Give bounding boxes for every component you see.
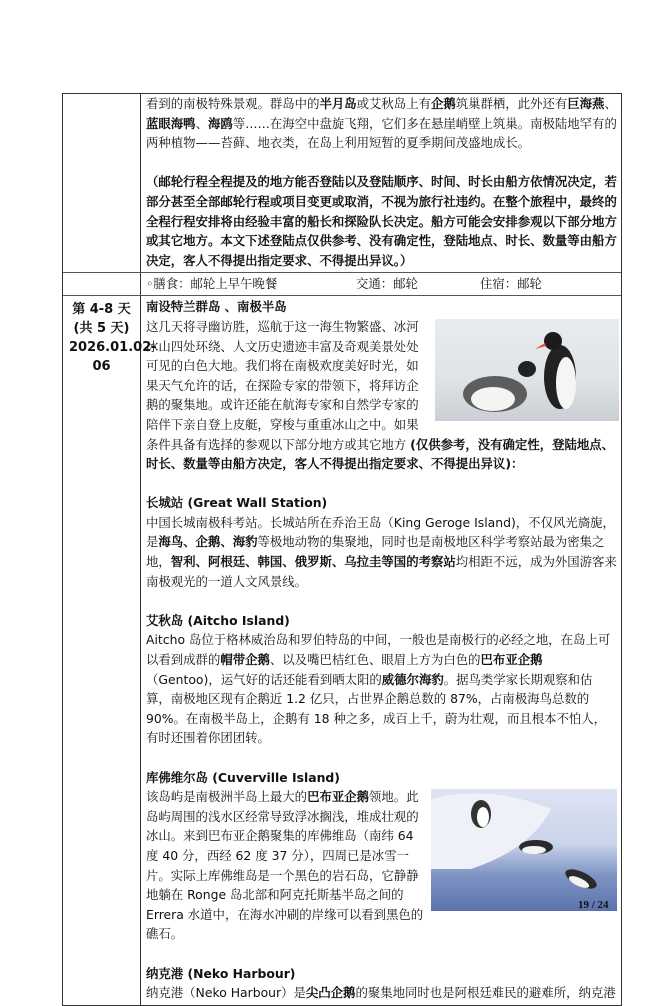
section-heading: 艾秋岛 (Aitcho Island) xyxy=(146,612,290,628)
text-segment: 该岛屿是南极洲半岛上最大的 xyxy=(146,789,308,805)
meals-info: ◦膳食：邮轮上早午晚餐 xyxy=(146,276,278,292)
text-segment: 纳克港（Neko Harbour）是 xyxy=(146,985,306,1001)
text-segment: Aitcho 岛位于格林威治岛和罗伯特岛的中间，一般也是南极行的必经之地，在岛上可以看到成群的 xyxy=(146,632,611,668)
text-segment: 或艾秋岛上有 xyxy=(356,96,431,111)
day-cell-empty xyxy=(63,273,141,295)
section-body xyxy=(146,513,617,591)
penguin-photo-2 xyxy=(431,789,617,911)
day-count: (共 5 天) xyxy=(73,321,130,337)
bold-text-segment: 帽带企鹅 xyxy=(220,652,270,668)
text-segment: 等……在海空中盘旋飞翔，它们多在悬崖峭壁上筑巢。南极陆地罕有的两种植物——苔藓、地衣类，在岛上利用短暂的夏季期间茂盛地成长。 xyxy=(146,115,617,151)
text-segment: 这几天将寻幽访胜，巡航于这一海生物繁盛、冰河冰山四处环绕、人文历史遗迹丰富及奇观美景处处可见的白色大地。我们将在南极欢度美好时光，如果天气允许的话，在探险专家的带领下，将拜访企鹅的聚集地。或许还能在航海专家和自然学专家的陪伴下亲自登上皮艇，穿梭与重重冰山之中。如果条件具备有选择的参观以下部分地方或其它地方 xyxy=(146,318,419,452)
lodging-info: 住宿：邮轮 xyxy=(480,276,542,292)
text-segment: 筑巢群栖，此外还有 xyxy=(455,96,568,111)
text-segment: 、 xyxy=(604,96,617,111)
text-segment: 均相距不远，成为外国游客来南极观光的一道人文风景线。 xyxy=(146,554,617,589)
text-segment: 。据鸟类学家长期观察和估算，南极地区现有企鹅近 1.2 亿只，占世界企鹅总数的 87%，占南极海鸟总数的 90%。在南极半岛上，企鹅有 18 种之多，成百上千，蔚为壮观，而且根本不怕人，有时还围着你团团转。 xyxy=(146,671,607,746)
section-body xyxy=(146,983,617,1003)
penguin-illustration xyxy=(435,319,619,421)
bold-text-segment: 巴布亚企鹅 xyxy=(480,652,543,668)
itinerary-row-day-4-8 xyxy=(63,296,621,1004)
section-body xyxy=(146,630,617,748)
section-great-wall-station xyxy=(146,493,617,591)
text-segment: 、以及嘴巴桔红色、眼眉上方为白色的 xyxy=(269,652,481,668)
jumping-penguins-illustration xyxy=(431,789,617,911)
bold-text-segment: 半月岛 xyxy=(319,96,357,111)
description-paragraph xyxy=(146,94,617,153)
bold-text-segment: 海鸟、企鹅、海豹 xyxy=(158,534,258,550)
text-segment: 、 xyxy=(195,115,208,131)
bold-text-segment: 巨海燕 xyxy=(567,96,605,111)
text-segment: 等极地动物的集聚地，同时也是南极地区科学考察站最为密集之地， xyxy=(146,534,605,570)
text-segment: （Gentoo)，运气好的话还能看到晒太阳的 xyxy=(146,671,382,687)
day-cell-empty xyxy=(63,94,141,272)
section-heading: 长城站 (Great Wall Station) xyxy=(146,495,328,511)
bold-text-segment: 智利、阿根廷、韩国、俄罗斯、乌拉圭等国的考察站 xyxy=(170,554,456,570)
landing-notice: （邮轮行程全程提及的地方能否登陆以及登陆顺序、时间、时长由船方依情况决定，若部分甚至全部邮轮行程或项目变更或取消，不视为旅行社违约。在整个旅程中，最终的全程行程安排将由经验丰富的船长和探险队长决定。船方可能会安排参观以下部分地方或其它地方。本文下述登陆点仅供参考、没有确定性，登陆地点、时长、数量等由船方决定，客人不得提出指定要求、不得提出异议。） xyxy=(146,174,617,268)
itinerary-table xyxy=(62,93,622,1006)
section-neko-harbour xyxy=(146,964,617,1003)
bold-text-segment: 巴布亚企鹅 xyxy=(307,789,370,805)
penguin-photo-1 xyxy=(435,319,619,421)
transport-info: 交通：邮轮 xyxy=(356,276,418,292)
bold-text-segment: 海鸥 xyxy=(207,115,233,131)
section-heading: 库佛维尔岛 (Cuverville Island) xyxy=(146,769,340,785)
bold-text-segment: 蓝眼海鸭 xyxy=(146,115,196,131)
services-row xyxy=(63,273,621,296)
date-range: 2026.01.02-06 xyxy=(69,340,157,375)
bold-text-segment: 尖凸企鹅 xyxy=(305,985,356,1001)
section-aitcho-island xyxy=(146,611,617,748)
page-number: 19 / 24 xyxy=(578,899,609,911)
day-cell xyxy=(63,296,157,1004)
text-segment: 领地。此岛屿周围的浅水区经常导致浮冰搁浅，堆成壮观的冰山。来到巴布亚企鹅聚集的库佛维岛（南纬 64 度 40 分，西经 62 度 37 分），四周已是冰雪一片。实际上库佛维岛是一个黑色的岩石岛，它静静地躺在 Ronge 岛北部和阿克托斯基半岛之间的 Errera 水道中，在海水冲刷的岸缘可以看到黑色的礁石。 xyxy=(146,789,424,942)
section-heading: 纳克港 (Neko Harbour) xyxy=(146,965,296,981)
section-cuverville-island xyxy=(146,768,617,944)
bold-text-segment: 企鹅 xyxy=(430,96,456,111)
day-label: 第 4-8 天 xyxy=(72,302,131,318)
text-segment: 中国长城南极科考站。长城站所在乔治王岛（King Geroge Island)，不仅风光旖旎，是 xyxy=(146,514,615,550)
day-title: 南设特兰群岛 、南极半岛 xyxy=(146,299,287,315)
itinerary-row-previous xyxy=(63,94,621,273)
text-segment: 看到的南极特殊景观。群岛中的 xyxy=(146,96,320,111)
text-segment: 的聚集地同时也是阿根廷难民的避难所，纳克港 xyxy=(355,985,616,1001)
bold-text-segment: 威德尔海豹 xyxy=(381,671,444,687)
bold-text-segment: (仅供参考，没有确定性，登陆地点、时长、数量等由船方决定，客人不得提出指定要求、不得提出异议)： xyxy=(146,436,615,472)
